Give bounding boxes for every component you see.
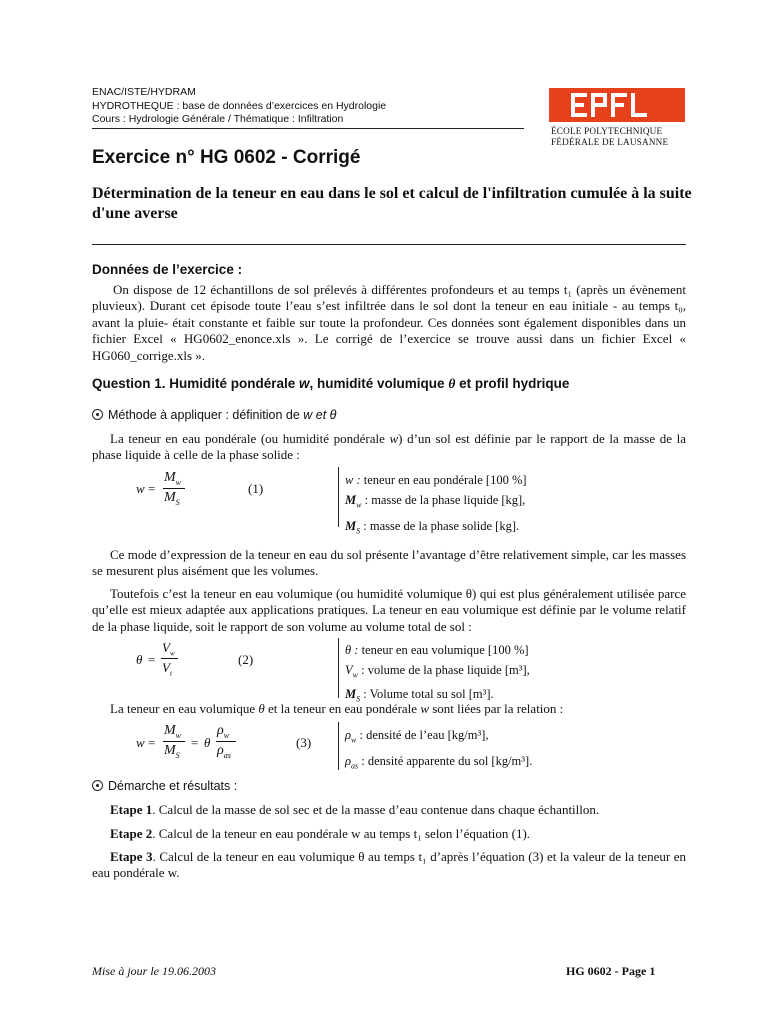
methode-vars: w et θ	[303, 408, 337, 422]
para-3: Toutefois c’est la teneur en eau volumique (ou humidité volumique θ) qui est plus généralement utilisée parce qu’elle est mieux adaptée aux applications pratiques. La teneur en eau volumique est définie par le volume relatif de la phase liquide, soit le rapport de son volume au volume total de sol :	[92, 586, 686, 634]
etape-3: Etape 3. Calcul de la teneur en eau volumique θ au temps t₁ d’après l’équation (3) et la valeur de la teneur en eau pondérale w.	[92, 849, 686, 881]
demarche-line	[92, 779, 237, 793]
eq2-def-3: $M_S$ : Volume total su sol [m³].	[345, 686, 494, 703]
eq3-lhs: w	[136, 735, 145, 750]
methode-label: Méthode à appliquer : définition de	[108, 408, 304, 422]
eq2-den: $V_t$	[162, 660, 172, 678]
eq3-mid: θ	[204, 735, 211, 750]
para1-b: ) d’un sol est définie par le rapport de la masse de la phase liquide à celle de la phase solide :	[92, 431, 686, 463]
eq3-divider	[338, 722, 339, 770]
document-header	[92, 86, 386, 127]
eq2-def-1: θ : teneur en eau volumique [100 %]	[345, 643, 529, 657]
eq3-def-1: $\rho_w$ : densité de l’eau [kg/m³],	[345, 728, 489, 745]
eq1-fraction-bar	[163, 488, 185, 489]
eq2-num: $V_w$	[162, 640, 175, 658]
eq2-definitions	[345, 641, 530, 709]
eq1-num: $M_w$	[164, 470, 182, 487]
eq2-lhs: θ	[136, 652, 143, 667]
header-rule	[92, 128, 524, 129]
eq1-lhs: w	[136, 481, 145, 496]
eq3-equals-1: =	[148, 735, 156, 750]
etape-1: Etape 1. Calcul de la masse de sol sec et de la masse d’eau contenue dans chaque échantillon.	[110, 802, 600, 817]
eq3-equals-2: =	[191, 735, 199, 750]
question1-heading	[92, 376, 569, 392]
eq3-den2: $\rho_{as}$	[217, 743, 231, 760]
eq1-den: $M_S$	[164, 490, 180, 507]
eq2-fraction-bar	[161, 658, 178, 659]
q1-heading-part-b: , humidité volumique	[309, 376, 449, 391]
q1-heading-theta: θ	[448, 376, 456, 391]
equation-3	[136, 722, 336, 768]
epfl-logo-mark	[549, 88, 685, 122]
bullet-icon	[92, 780, 103, 791]
q1-heading-part-c: et profil hydrique	[455, 376, 570, 391]
eq2-equals: =	[148, 652, 156, 667]
donnees-paragraph: On dispose de 12 échantillons de sol prélevés à différentes profondeurs et au temps t₁ (après un évènement pluvieux). Durant cet épisode toute l’eau s’est infiltrée dans le sol dont la teneur en eau initiale - au temps t₀, avant la pluie- était constante et faible sur toute la profondeur. Ces données sont également disponibles dans un fichier Excel « HG0602_enonce.xls ». Le corrigé de l’exercice se trouve aussi dans un fichier Excel « HG060_corrige.xls ».	[92, 282, 686, 363]
eq3-definitions	[345, 725, 532, 776]
footer-update-date: Mise à jour le 19.06.2003	[92, 964, 216, 978]
header-line-1: ENAC/ISTE/HYDRAM	[92, 86, 196, 98]
para-1	[92, 431, 686, 464]
eq1-equals: =	[148, 481, 156, 496]
epfl-logo-caption	[551, 126, 668, 147]
demarche-label: Démarche et résultats :	[108, 779, 238, 793]
eq3-fraction-bar-2	[216, 741, 236, 742]
para-4: La teneur en eau volumique θ et la teneur en eau pondérale w sont liées par la relation :	[110, 701, 564, 716]
footer-page-number: HG 0602 - Page 1	[566, 964, 656, 978]
eq1-divider	[338, 467, 339, 527]
methode-line	[92, 408, 336, 422]
eq2-divider	[338, 638, 339, 698]
donnees-heading: Données de l’exercice :	[92, 262, 243, 277]
eq3-fraction-bar-1	[163, 741, 185, 742]
para1-a: La teneur en eau pondérale (ou humidité pondérale	[110, 431, 390, 446]
epfl-logo	[549, 88, 685, 122]
eq1-number: (1)	[248, 481, 264, 496]
q1-heading-part-a: Question 1. Humidité pondérale	[92, 376, 300, 391]
header-line-3: Cours : Hydrologie Générale / Thématique : Infiltration	[92, 113, 344, 125]
para1-w: w	[389, 431, 399, 446]
title-rule	[92, 244, 686, 245]
eq2-number: (2)	[238, 652, 254, 667]
equation-2	[136, 640, 276, 686]
eq2-def-2: $V_w$ : volume de la phase liquide [m³],	[345, 662, 530, 679]
eq3-def-2: $\rho_{as}$ : densité apparente du sol [kg/m³].	[345, 753, 533, 770]
etape-2: Etape 2. Calcul de la teneur en eau pondérale w au temps t₁ selon l’équation (1).	[110, 826, 531, 841]
page-title: Exercice n° HG 0602 - Corrigé	[92, 147, 361, 168]
q1-heading-w: w	[299, 376, 310, 391]
eq1-def-1: w : teneur en eau pondérale [100 %]	[345, 473, 527, 487]
eq1-def-2: $M_w$ : masse de la phase liquide [kg],	[345, 493, 526, 510]
eq3-den1: $M_S$	[164, 743, 180, 760]
equation-1	[136, 468, 276, 518]
eq3-number: (3)	[296, 735, 312, 750]
eq1-def-3: $M_S$ : masse de la phase solide [kg].	[345, 518, 520, 535]
eq3-num1: $M_w$	[164, 723, 182, 740]
logo-line-2: FÉDÉRALE DE LAUSANNE	[551, 136, 669, 147]
logo-line-1: ÉCOLE POLYTECHNIQUE	[551, 126, 663, 136]
header-line-2: HYDROTHEQUE : base de données d’exercices en Hydrologie	[92, 99, 387, 112]
eq1-definitions	[345, 470, 527, 541]
page-subtitle: Détermination de la teneur en eau dans le sol et calcul de l'infiltration cumulée à la suite d'une averse	[92, 185, 692, 222]
eq3-num2: $\rho_w$	[217, 723, 230, 740]
para-2: Ce mode d’expression de la teneur en eau du sol présente l’avantage d’être relativement simple, car les masses se mesurent plus aisément que les volumes.	[92, 547, 686, 579]
bullet-icon	[92, 409, 103, 420]
